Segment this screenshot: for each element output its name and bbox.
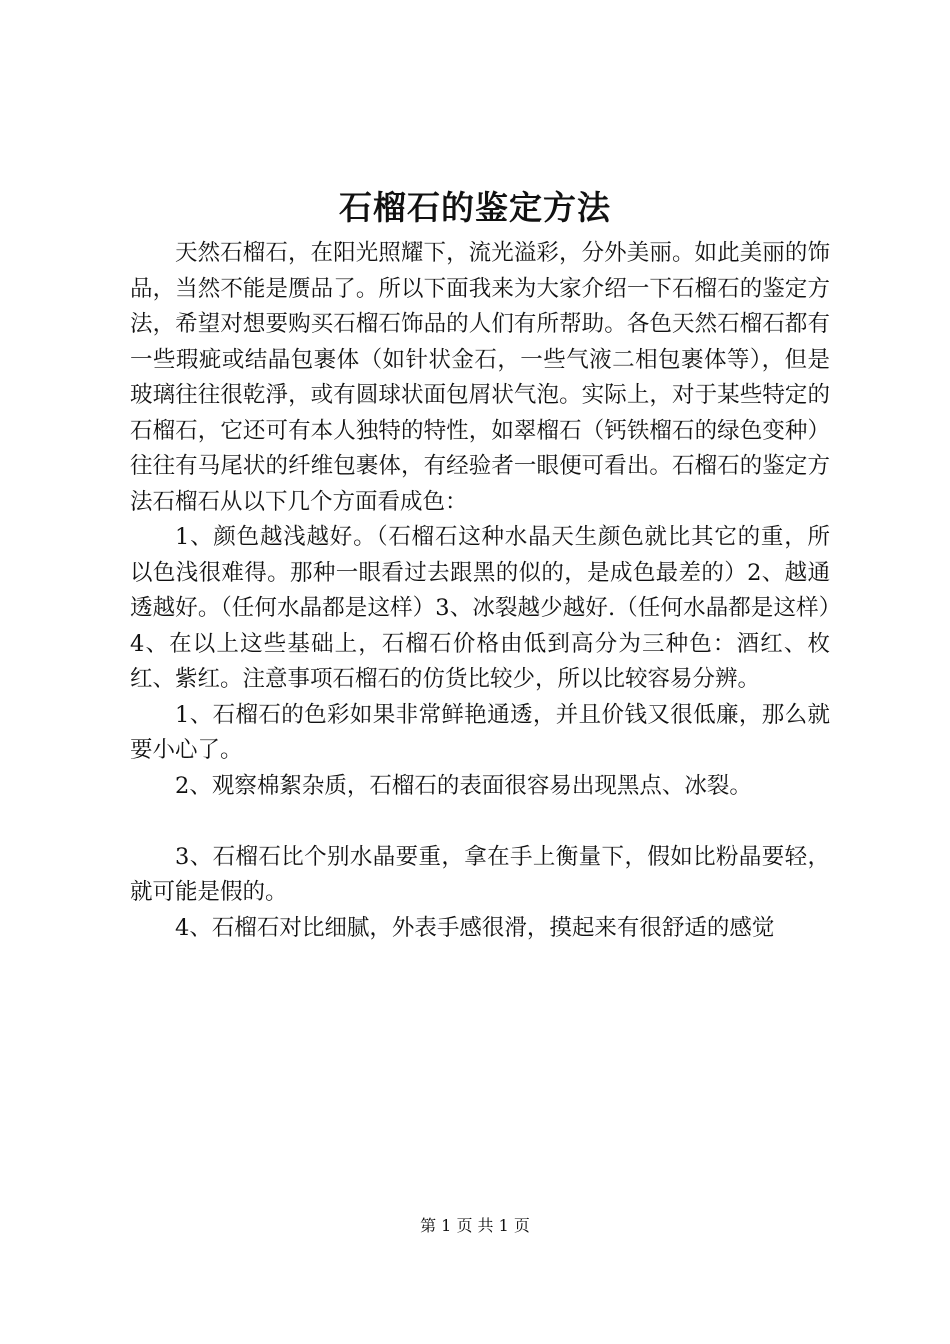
paragraph-tip-3: 3、石榴石比个别水晶要重，拿在手上衡量下，假如比粉晶要轻，就可能是假的。 <box>130 843 830 905</box>
paragraph-intro: 天然石榴石，在阳光照耀下，流光溢彩，分外美丽。如此美丽的饰品，当然不能是赝品了。所以下面我来为大家介绍一下石榴石的鉴定方法，希望对想要购买石榴石饰品的人们有所帮助。各色天然石榴石都有一些瑕疵或结晶包裹体（如针状金石，一些气液二相包裹体等），但是玻璃往往很乾淨，或有圆球状面包屑状气泡。实际上，对于某些特定的石榴石，它还可有本人独特的特性，如翠榴石（钙铁榴石的绿色变种）往往有马尾状的纤维包裹体，有经验者一眼便可看出。石榴石的鉴定方法石榴石从以下几个方面看成色： <box>130 240 830 515</box>
page-number-footer: 第 1 页 共 1 页 <box>420 1216 530 1235</box>
paragraph-tip-4: 4、石榴石对比细腻，外表手感很滑，摸起来有很舒适的感觉 <box>175 914 775 941</box>
document-body <box>130 236 830 946</box>
document-title: 石榴石的鉴定方法 <box>339 188 611 227</box>
paragraph-tip-1: 1、石榴石的色彩如果非常鲜艳通透，并且价钱又很低廉，那么就要小心了。 <box>130 701 830 763</box>
paragraph-tip-2: 2、观察棉絮杂质，石榴石的表面很容易出现黑点、冰裂。 <box>175 772 752 799</box>
paragraph-quality-criteria: 1、颜色越浅越好。（石榴石这种水晶天生颜色就比其它的重，所以色浅很难得。那种一眼看过去跟黑的似的，是成色最差的）2、越通透越好。（任何水晶都是这样）3、冰裂越少越好.（任何水晶都是这样）4、在以上这些基础上，石榴石价格由低到高分为三种色：酒红、枚红、紫红。注意事项石榴石的仿货比较少，所以比较容易分辨。 <box>130 524 830 692</box>
